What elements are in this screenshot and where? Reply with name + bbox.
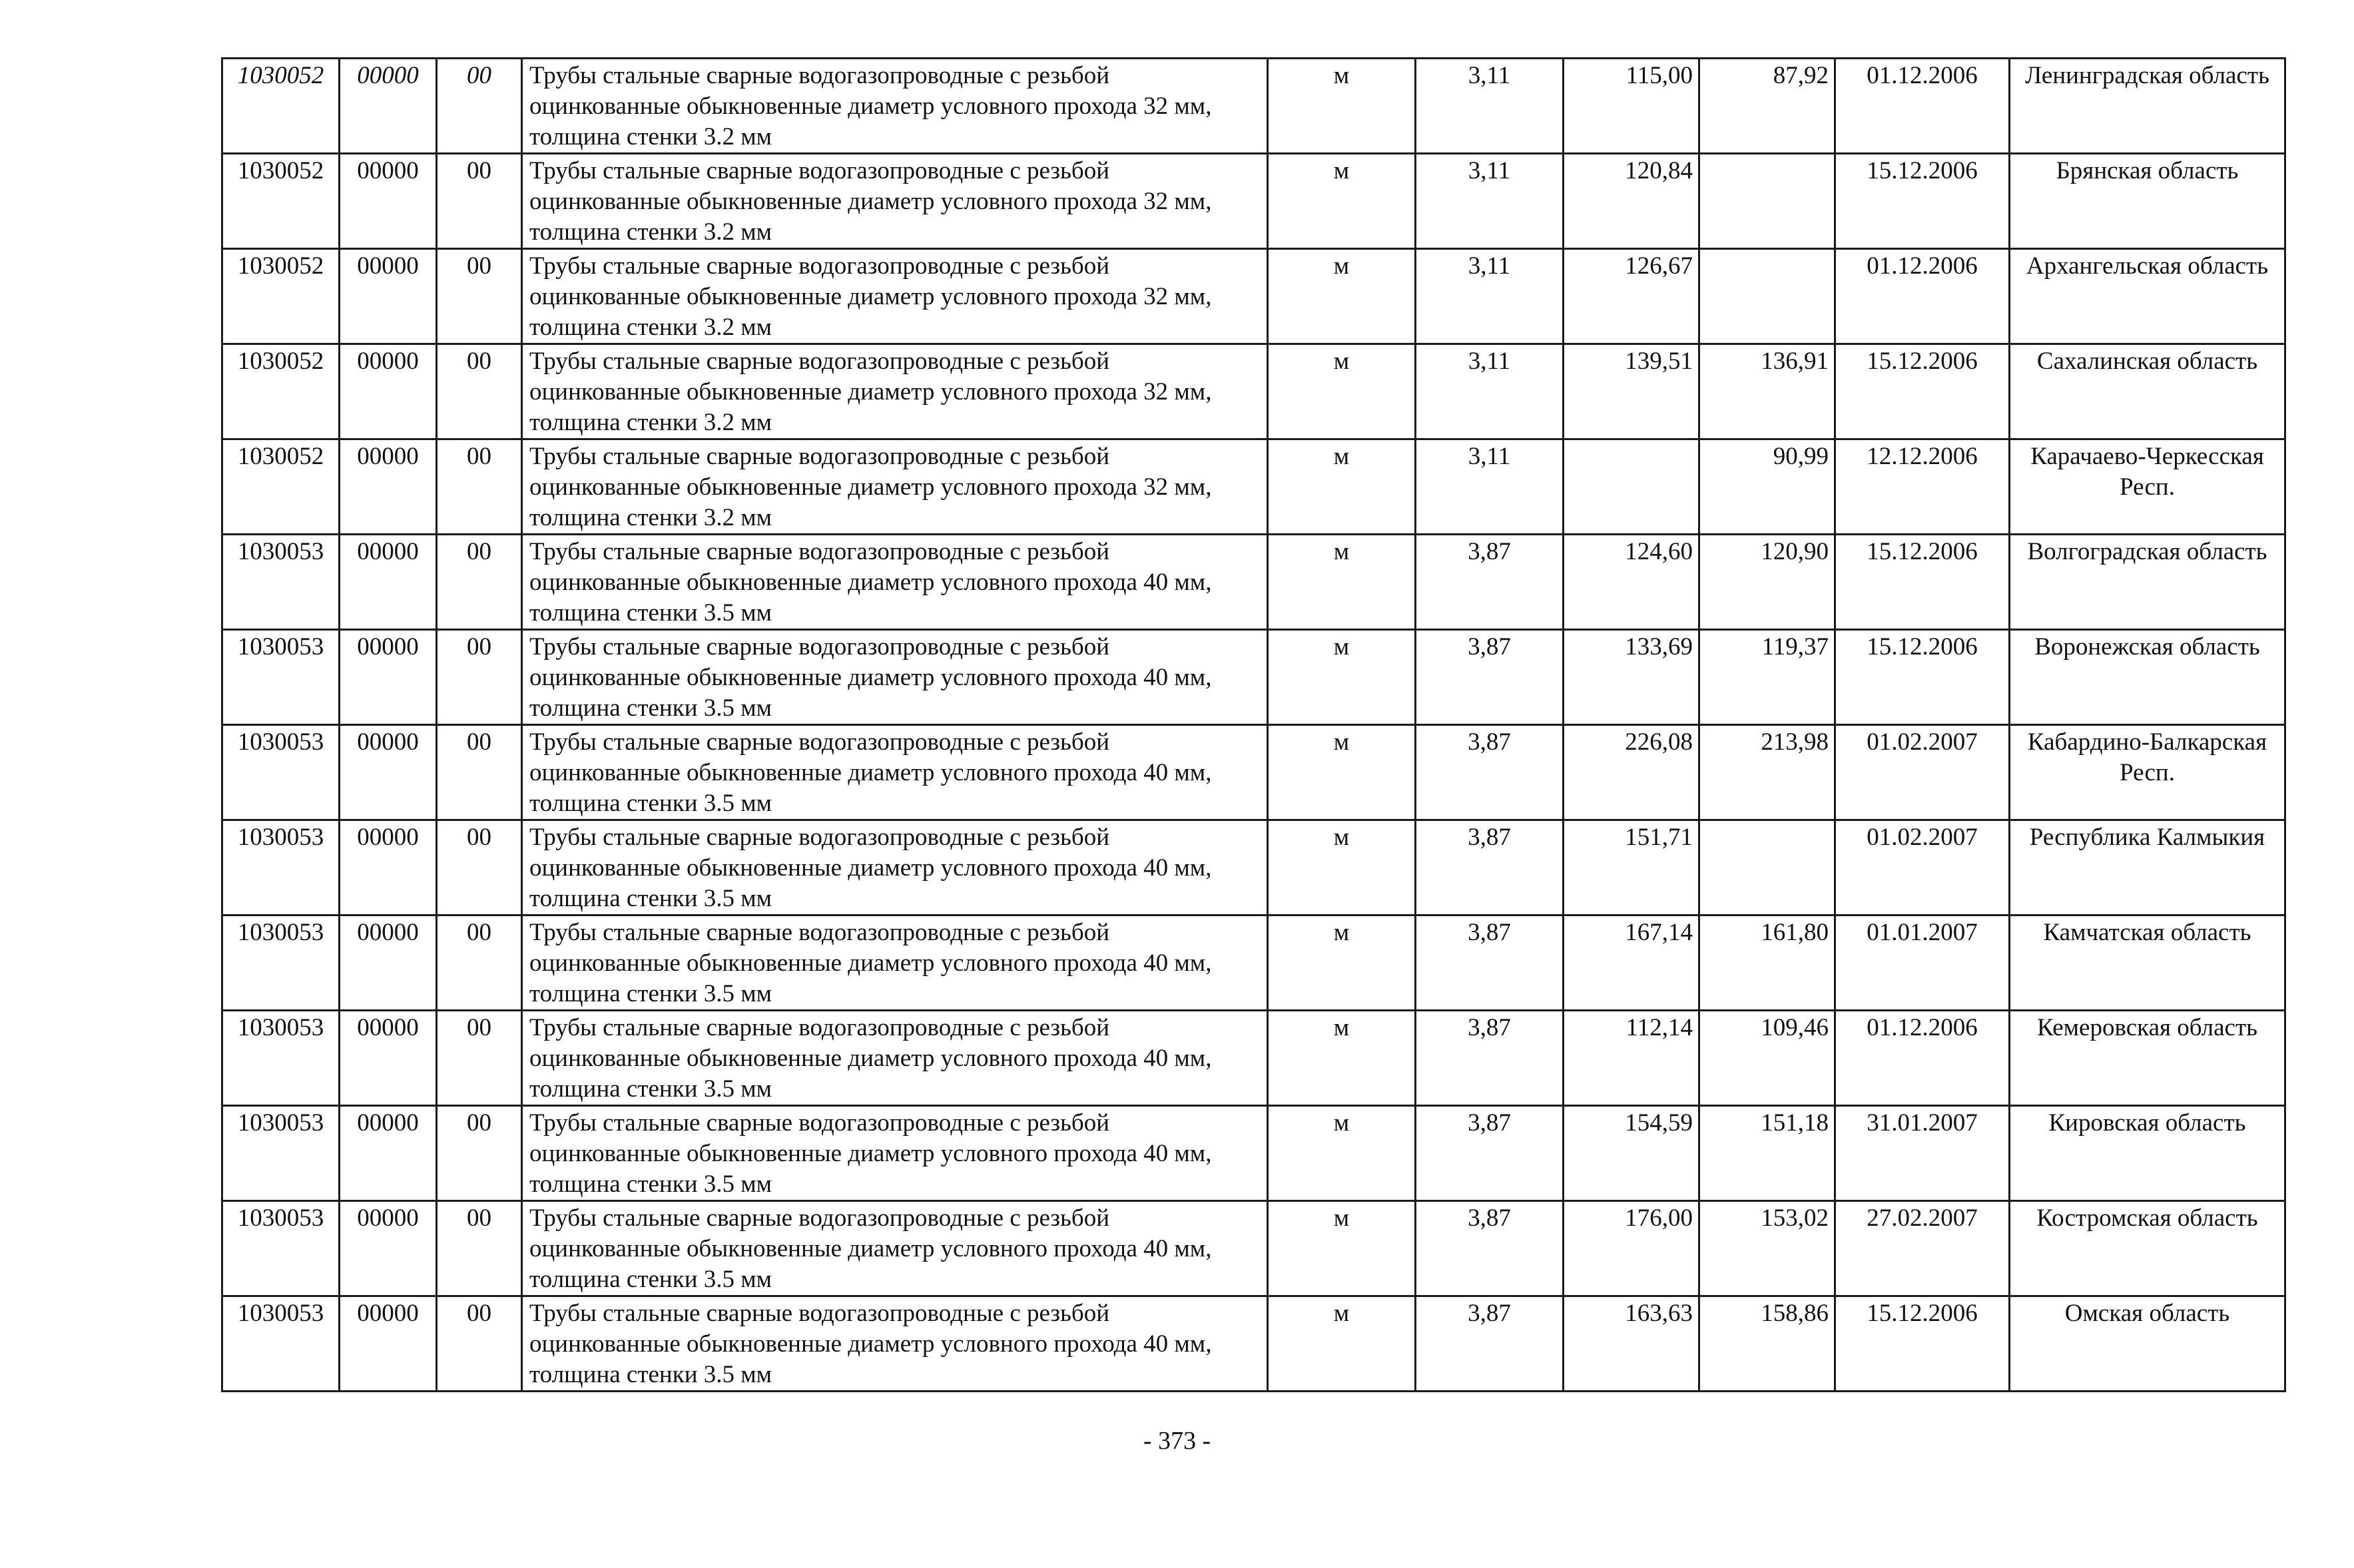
unit-cell: м (1268, 1106, 1416, 1201)
item-code-cell: 1030053 (222, 630, 340, 725)
weight-coefficient-cell: 3,11 (1416, 249, 1564, 344)
table-row (222, 535, 2285, 630)
table-row (222, 1296, 2285, 1392)
region-cell: Костромская область (2010, 1201, 2285, 1296)
sub-code-cell: 00000 (340, 820, 437, 915)
table-row (222, 820, 2285, 915)
date-cell: 01.12.2006 (1835, 1011, 2010, 1106)
variant-code-cell: 00 (437, 630, 522, 725)
date-cell: 01.12.2006 (1835, 249, 2010, 344)
date-cell: 15.12.2006 (1835, 344, 2010, 439)
sub-code-cell: 00000 (340, 1011, 437, 1106)
price-alt-cell: 151,18 (1699, 1106, 1835, 1201)
price-cell: 112,14 (1564, 1011, 1699, 1106)
region-cell: Архангельская область (2010, 249, 2285, 344)
table-row (222, 725, 2285, 820)
table-row (222, 915, 2285, 1011)
price-alt-cell: 136,91 (1699, 344, 1835, 439)
variant-code-cell: 00 (437, 1011, 522, 1106)
weight-coefficient-cell: 3,87 (1416, 1106, 1564, 1201)
region-cell: Воронежская область (2010, 630, 2285, 725)
weight-coefficient-cell: 3,87 (1416, 820, 1564, 915)
price-cell: 115,00 (1564, 59, 1699, 154)
unit-cell: м (1268, 630, 1416, 725)
sub-code-cell: 00000 (340, 439, 437, 535)
sub-code-cell: 00000 (340, 1201, 437, 1296)
description-cell: Трубы стальные сварные водогазопроводные с резьбой оцинкованные обыкновенные диаметр условного прохода 32 мм, толщина стенки 3.2 мм (522, 154, 1268, 249)
unit-cell: м (1268, 1201, 1416, 1296)
date-cell: 27.02.2007 (1835, 1201, 2010, 1296)
price-cell: 226,08 (1564, 725, 1699, 820)
item-code-cell: 1030053 (222, 915, 340, 1011)
sub-code-cell: 00000 (340, 1106, 437, 1201)
unit-cell: м (1268, 439, 1416, 535)
sub-code-cell: 00000 (340, 535, 437, 630)
price-alt-cell (1699, 249, 1835, 344)
price-alt-cell (1699, 820, 1835, 915)
unit-cell: м (1268, 725, 1416, 820)
weight-coefficient-cell: 3,11 (1416, 344, 1564, 439)
unit-cell: м (1268, 59, 1416, 154)
description-cell: Трубы стальные сварные водогазопроводные с резьбой оцинкованные обыкновенные диаметр условного прохода 40 мм, толщина стенки 3.5 мм (522, 1106, 1268, 1201)
region-cell: Республика Калмыкия (2010, 820, 2285, 915)
price-alt-cell: 109,46 (1699, 1011, 1835, 1106)
unit-cell: м (1268, 1011, 1416, 1106)
sub-code-cell: 00000 (340, 915, 437, 1011)
price-cell: 133,69 (1564, 630, 1699, 725)
sub-code-cell: 00000 (340, 725, 437, 820)
price-cell: 139,51 (1564, 344, 1699, 439)
item-code-cell: 1030053 (222, 1106, 340, 1201)
sub-code-cell: 00000 (340, 344, 437, 439)
price-alt-cell: 161,80 (1699, 915, 1835, 1011)
region-cell: Кабардино-Балкарская Респ. (2010, 725, 2285, 820)
price-alt-cell: 90,99 (1699, 439, 1835, 535)
price-cell: 167,14 (1564, 915, 1699, 1011)
weight-coefficient-cell: 3,87 (1416, 725, 1564, 820)
table-row (222, 154, 2285, 249)
price-cell (1564, 439, 1699, 535)
description-cell: Трубы стальные сварные водогазопроводные с резьбой оцинкованные обыкновенные диаметр условного прохода 40 мм, толщина стенки 3.5 мм (522, 535, 1268, 630)
region-cell: Сахалинская область (2010, 344, 2285, 439)
price-alt-cell: 87,92 (1699, 59, 1835, 154)
variant-code-cell: 00 (437, 915, 522, 1011)
price-alt-cell: 120,90 (1699, 535, 1835, 630)
price-cell: 163,63 (1564, 1296, 1699, 1392)
date-cell: 15.12.2006 (1835, 154, 2010, 249)
price-cell: 176,00 (1564, 1201, 1699, 1296)
weight-coefficient-cell: 3,11 (1416, 59, 1564, 154)
page-number: - 373 - (1143, 1427, 1211, 1455)
date-cell: 15.12.2006 (1835, 535, 2010, 630)
weight-coefficient-cell: 3,87 (1416, 1011, 1564, 1106)
date-cell: 15.12.2006 (1835, 1296, 2010, 1392)
description-cell: Трубы стальные сварные водогазопроводные с резьбой оцинкованные обыкновенные диаметр условного прохода 40 мм, толщина стенки 3.5 мм (522, 725, 1268, 820)
variant-code-cell: 00 (437, 154, 522, 249)
date-cell: 31.01.2007 (1835, 1106, 2010, 1201)
price-table (221, 57, 2286, 1392)
sub-code-cell: 00000 (340, 59, 437, 154)
weight-coefficient-cell: 3,87 (1416, 1296, 1564, 1392)
date-cell: 01.02.2007 (1835, 820, 2010, 915)
item-code-cell: 1030053 (222, 1296, 340, 1392)
table-row (222, 249, 2285, 344)
description-cell: Трубы стальные сварные водогазопроводные с резьбой оцинкованные обыкновенные диаметр условного прохода 40 мм, толщина стенки 3.5 мм (522, 630, 1268, 725)
description-cell: Трубы стальные сварные водогазопроводные с резьбой оцинкованные обыкновенные диаметр условного прохода 40 мм, толщина стенки 3.5 мм (522, 915, 1268, 1011)
variant-code-cell: 00 (437, 1296, 522, 1392)
description-cell: Трубы стальные сварные водогазопроводные с резьбой оцинкованные обыкновенные диаметр условного прохода 40 мм, толщина стенки 3.5 мм (522, 820, 1268, 915)
unit-cell: м (1268, 535, 1416, 630)
table-row (222, 59, 2285, 154)
price-cell: 120,84 (1564, 154, 1699, 249)
item-code-cell: 1030052 (222, 154, 340, 249)
unit-cell: м (1268, 915, 1416, 1011)
item-code-cell: 1030052 (222, 249, 340, 344)
description-cell: Трубы стальные сварные водогазопроводные с резьбой оцинкованные обыкновенные диаметр условного прохода 32 мм, толщина стенки 3.2 мм (522, 249, 1268, 344)
variant-code-cell: 00 (437, 59, 522, 154)
weight-coefficient-cell: 3,11 (1416, 154, 1564, 249)
description-cell: Трубы стальные сварные водогазопроводные с резьбой оцинкованные обыкновенные диаметр условного прохода 40 мм, толщина стенки 3.5 мм (522, 1296, 1268, 1392)
table-row (222, 1011, 2285, 1106)
weight-coefficient-cell: 3,87 (1416, 630, 1564, 725)
item-code-cell: 1030052 (222, 439, 340, 535)
date-cell: 01.01.2007 (1835, 915, 2010, 1011)
weight-coefficient-cell: 3,87 (1416, 1201, 1564, 1296)
price-cell: 154,59 (1564, 1106, 1699, 1201)
date-cell: 15.12.2006 (1835, 630, 2010, 725)
weight-coefficient-cell: 3,11 (1416, 439, 1564, 535)
region-cell: Кемеровская область (2010, 1011, 2285, 1106)
variant-code-cell: 00 (437, 535, 522, 630)
variant-code-cell: 00 (437, 1201, 522, 1296)
item-code-cell: 1030053 (222, 1011, 340, 1106)
region-cell: Омская область (2010, 1296, 2285, 1392)
description-cell: Трубы стальные сварные водогазопроводные с резьбой оцинкованные обыкновенные диаметр условного прохода 40 мм, толщина стенки 3.5 мм (522, 1201, 1268, 1296)
table-row (222, 1106, 2285, 1201)
table-row (222, 630, 2285, 725)
price-alt-cell: 119,37 (1699, 630, 1835, 725)
unit-cell: м (1268, 1296, 1416, 1392)
unit-cell: м (1268, 820, 1416, 915)
weight-coefficient-cell: 3,87 (1416, 535, 1564, 630)
region-cell: Кировская область (2010, 1106, 2285, 1201)
item-code-cell: 1030053 (222, 1201, 340, 1296)
table-body (222, 59, 2285, 1392)
price-alt-cell (1699, 154, 1835, 249)
date-cell: 01.02.2007 (1835, 725, 2010, 820)
variant-code-cell: 00 (437, 249, 522, 344)
item-code-cell: 1030053 (222, 725, 340, 820)
price-alt-cell: 158,86 (1699, 1296, 1835, 1392)
item-code-cell: 1030053 (222, 820, 340, 915)
item-code-cell: 1030053 (222, 535, 340, 630)
price-cell: 126,67 (1564, 249, 1699, 344)
sub-code-cell: 00000 (340, 154, 437, 249)
price-cell: 124,60 (1564, 535, 1699, 630)
date-cell: 12.12.2006 (1835, 439, 2010, 535)
description-cell: Трубы стальные сварные водогазопроводные с резьбой оцинкованные обыкновенные диаметр условного прохода 32 мм, толщина стенки 3.2 мм (522, 439, 1268, 535)
price-alt-cell: 153,02 (1699, 1201, 1835, 1296)
sub-code-cell: 00000 (340, 630, 437, 725)
unit-cell: м (1268, 154, 1416, 249)
sub-code-cell: 00000 (340, 249, 437, 344)
table-row (222, 439, 2285, 535)
table-row (222, 1201, 2285, 1296)
weight-coefficient-cell: 3,87 (1416, 915, 1564, 1011)
region-cell: Волгоградская область (2010, 535, 2285, 630)
price-cell: 151,71 (1564, 820, 1699, 915)
variant-code-cell: 00 (437, 820, 522, 915)
region-cell: Камчатская область (2010, 915, 2285, 1011)
region-cell: Брянская область (2010, 154, 2285, 249)
description-cell: Трубы стальные сварные водогазопроводные с резьбой оцинкованные обыкновенные диаметр условного прохода 32 мм, толщина стенки 3.2 мм (522, 59, 1268, 154)
variant-code-cell: 00 (437, 1106, 522, 1201)
item-code-cell: 1030052 (222, 59, 340, 154)
unit-cell: м (1268, 249, 1416, 344)
table-row (222, 344, 2285, 439)
variant-code-cell: 00 (437, 725, 522, 820)
date-cell: 01.12.2006 (1835, 59, 2010, 154)
variant-code-cell: 00 (437, 344, 522, 439)
unit-cell: м (1268, 344, 1416, 439)
sub-code-cell: 00000 (340, 1296, 437, 1392)
description-cell: Трубы стальные сварные водогазопроводные с резьбой оцинкованные обыкновенные диаметр условного прохода 32 мм, толщина стенки 3.2 мм (522, 344, 1268, 439)
price-alt-cell: 213,98 (1699, 725, 1835, 820)
item-code-cell: 1030052 (222, 344, 340, 439)
description-cell: Трубы стальные сварные водогазопроводные с резьбой оцинкованные обыкновенные диаметр условного прохода 40 мм, толщина стенки 3.5 мм (522, 1011, 1268, 1106)
variant-code-cell: 00 (437, 439, 522, 535)
region-cell: Карачаево-Черкесская Респ. (2010, 439, 2285, 535)
region-cell: Ленинградская область (2010, 59, 2285, 154)
